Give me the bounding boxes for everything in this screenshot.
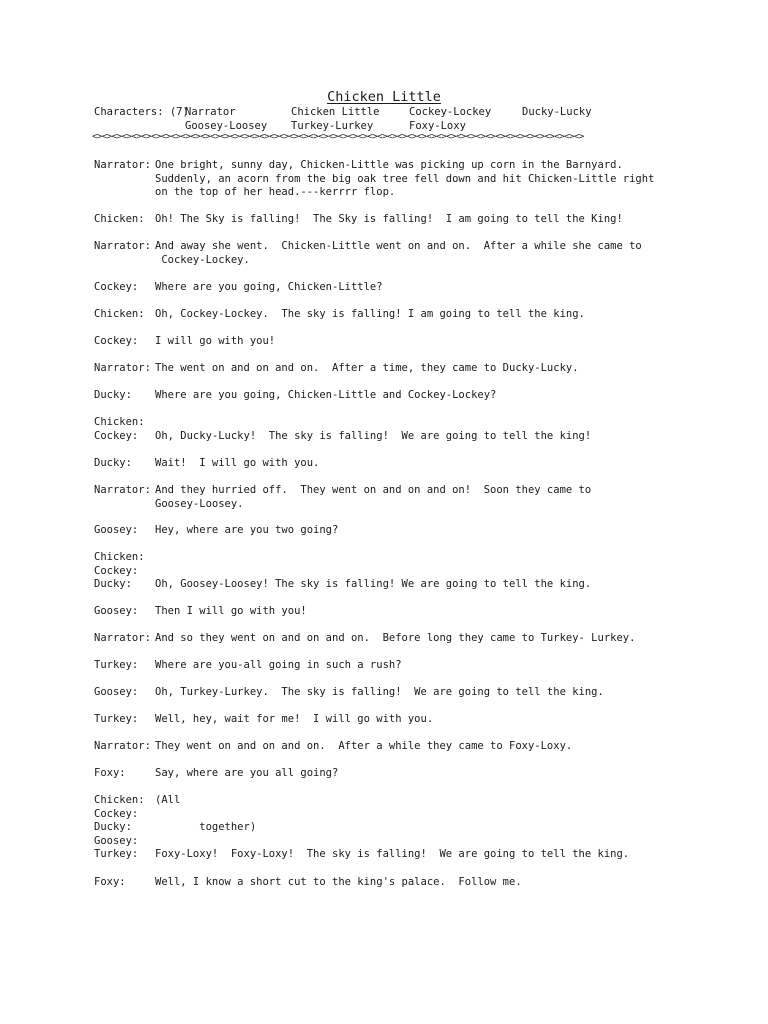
characters-label: Characters: (7) <box>94 106 189 118</box>
dialogue-text: Well, I know a short cut to the king's palace. Follow me. <box>155 876 522 888</box>
dialogue-text: One bright, sunny day, Chicken-Little was picking up corn in the Barnyard. <box>155 159 623 171</box>
speaker-label: Goosey: <box>94 524 139 536</box>
speaker-label: Chicken: <box>94 416 145 428</box>
speaker-label: Narrator: <box>94 740 151 752</box>
speaker-label: Ducky: <box>94 578 132 590</box>
speaker-label: Ducky: <box>94 457 132 469</box>
character-chicken-little: Chicken Little <box>291 106 380 118</box>
speaker-label: Goosey: <box>94 686 139 698</box>
dialogue-text: Oh, Turkey-Lurkey. The sky is falling! We are going to tell the king. <box>155 686 604 698</box>
dialogue-text: on the top of her head.---kerrrr flop. <box>155 186 396 198</box>
dialogue-text: I will go with you! <box>155 335 276 347</box>
dialogue-text: And they hurried off. They went on and on and on! Soon they came to <box>155 484 592 496</box>
dialogue-text: Say, where are you all going? <box>155 767 339 779</box>
decorative-divider: <><><><><><><><><><><><><><><><><><><><><><><><><><><><><><><><><><><><><><><><><><><><><><><><><><> <box>92 133 584 142</box>
speaker-label: Cockey: <box>94 564 139 577</box>
dialogue-text: Oh! The Sky is falling! The Sky is falling! I am going to tell the King! <box>155 213 623 225</box>
document-title: Chicken Little <box>327 89 441 105</box>
character-turkey-lurkey: Turkey-Lurkey <box>291 120 374 132</box>
dialogue-text: Where are you going, Chicken-Little? <box>155 281 383 293</box>
speaker-label: Foxy: <box>94 876 126 888</box>
speaker-label: Ducky: <box>94 821 132 833</box>
speaker-label: Foxy: <box>94 767 126 779</box>
character-cockey-lockey: Cockey-Lockey <box>409 106 492 118</box>
speaker-label: Cockey: <box>94 281 139 293</box>
character-foxy-loxy: Foxy-Loxy <box>409 120 466 132</box>
dialogue-text: Foxy-Loxy! Foxy-Loxy! The sky is falling! We are going to tell the king. <box>155 848 630 860</box>
speaker-label: Cockey: <box>94 429 139 442</box>
speaker-label: Narrator: <box>94 240 151 252</box>
speaker-label: Cockey: <box>94 335 139 347</box>
speaker-label: Turkey: <box>94 848 139 860</box>
speaker-label: Cockey: <box>94 807 139 820</box>
speaker-label: Chicken: <box>94 794 145 806</box>
dialogue-text: Wait! I will go with you. <box>155 457 320 469</box>
speaker-label: Narrator: <box>94 484 151 496</box>
speaker-label: Narrator: <box>94 632 151 644</box>
dialogue-text: Hey, where are you two going? <box>155 524 339 536</box>
speaker-label: Goosey: <box>94 834 139 847</box>
dialogue-text: They went on and on and on. After a while they came to Foxy-Loxy. <box>155 740 573 752</box>
speaker-label: Turkey: <box>94 713 139 725</box>
speaker-label: Chicken: <box>94 213 145 225</box>
dialogue-text: together) <box>155 821 257 833</box>
dialogue-text: Then I will go with you! <box>155 605 307 617</box>
character-ducky-lucky: Ducky-Lucky <box>522 106 592 118</box>
dialogue-text: Where are you-all going in such a rush? <box>155 659 402 671</box>
speaker-label: Chicken: <box>94 308 145 320</box>
speaker-label: Narrator: <box>94 159 151 171</box>
dialogue-text: The went on and on and on. After a time, they came to Ducky-Lucky. <box>155 362 579 374</box>
character-goosey-loosey: Goosey-Loosey <box>185 120 268 132</box>
dialogue-text: Suddenly, an acorn from the big oak tree fell down and hit Chicken-Little right <box>155 172 655 185</box>
dialogue-text: Oh, Goosey-Loosey! The sky is falling! We are going to tell the king. <box>155 578 592 590</box>
dialogue-text: Well, hey, wait for me! I will go with you. <box>155 713 434 725</box>
dialogue-text: And away she went. Chicken-Little went on and on. After a while she came to <box>155 240 642 252</box>
character-narrator: Narrator <box>185 106 236 118</box>
speaker-label: Ducky: <box>94 389 132 401</box>
speaker-label: Chicken: <box>94 551 145 563</box>
dialogue-text: And so they went on and on and on. Before long they came to Turkey- Lurkey. <box>155 632 636 644</box>
dialogue-text: Oh, Ducky-Lucky! The sky is falling! We are going to tell the king! <box>155 429 592 442</box>
dialogue-text: (All <box>155 794 181 806</box>
dialogue-text: Where are you going, Chicken-Little and Cockey-Lockey? <box>155 389 497 401</box>
speaker-label: Goosey: <box>94 605 139 617</box>
dialogue-text: Oh, Cockey-Lockey. The sky is falling! I am going to tell the king. <box>155 308 585 320</box>
speaker-label: Narrator: <box>94 362 151 374</box>
speaker-label: Turkey: <box>94 659 139 671</box>
dialogue-text: Goosey-Loosey. <box>155 497 244 510</box>
dialogue-text: Cockey-Lockey. <box>155 253 250 266</box>
